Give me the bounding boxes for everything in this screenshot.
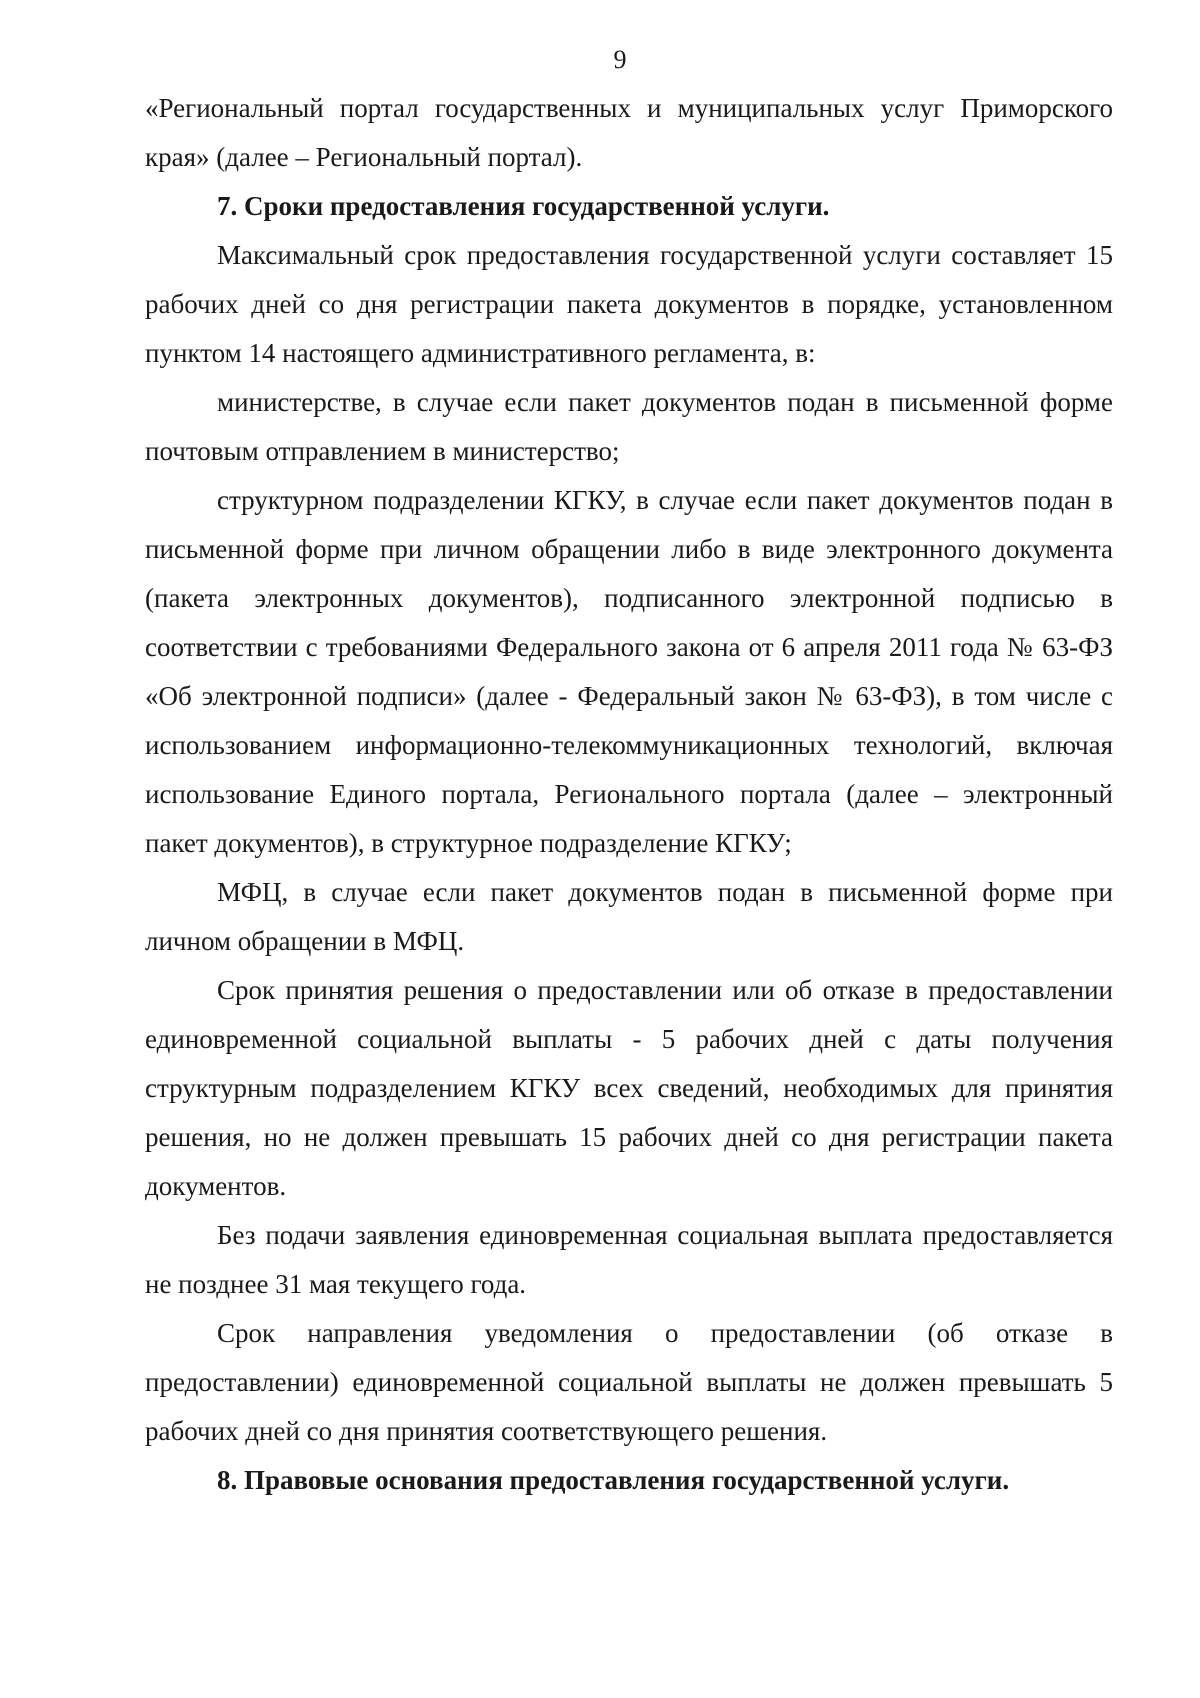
paragraph-notification-term: Срок направления уведомления о предоставлении (об отказе в предоставлении) единовременной социальной выплаты не должен превышать 5 рабочих дней со дня принятия соответствующего решения. bbox=[145, 1318, 1113, 1446]
section-heading-8: 8. Правовые основания предоставления государственной услуги. bbox=[217, 1465, 1010, 1495]
paragraph-decision-term: Срок принятия решения о предоставлении или об отказе в предоставлении единовременной социальной выплаты - 5 рабочих дней с даты получения структурным подразделением КГКУ всех сведений, необходимых для принятия решения, но не должен превышать 15 рабочих дней со дня регистрации пакета документов. bbox=[145, 975, 1113, 1201]
paragraph-without-application: Без подачи заявления единовременная социальная выплата предоставляется не позднее 31 мая текущего года. bbox=[145, 1220, 1113, 1299]
document-body bbox=[145, 84, 1113, 1505]
paragraph-mfc: МФЦ, в случае если пакет документов подан в письменной форме при личном обращении в МФЦ. bbox=[145, 877, 1113, 956]
section-heading-7: 7. Сроки предоставления государственной услуги. bbox=[217, 191, 830, 221]
paragraph-kgku-subdivision: структурном подразделении КГКУ, в случае если пакет документов подан в письменной форме при личном обращении либо в виде электронного документа (пакета электронных документов), подписанного электронной подписью в соответствии с требованиями Федерального закона от 6 апреля 2011 года № 63-ФЗ «Об электронной подписи» (далее - Федеральный закон № 63-ФЗ), в том числе с использованием информационно-телекоммуникационных технологий, включая использование Единого портала, Регионального портала (далее – электронный пакет документов), в структурное подразделение КГКУ; bbox=[145, 485, 1113, 858]
paragraph-max-term: Максимальный срок предоставления государственной услуги составляет 15 рабочих дней со дня регистрации пакета документов в порядке, установленном пунктом 14 настоящего административного регламента, в: bbox=[145, 240, 1113, 368]
page-number: 9 bbox=[613, 45, 627, 74]
paragraph-regional-portal: «Региональный портал государственных и муниципальных услуг Приморского края» (далее – Региональный портал). bbox=[145, 93, 1113, 172]
paragraph-ministry: министерстве, в случае если пакет документов подан в письменной форме почтовым отправлением в министерство; bbox=[145, 387, 1113, 466]
